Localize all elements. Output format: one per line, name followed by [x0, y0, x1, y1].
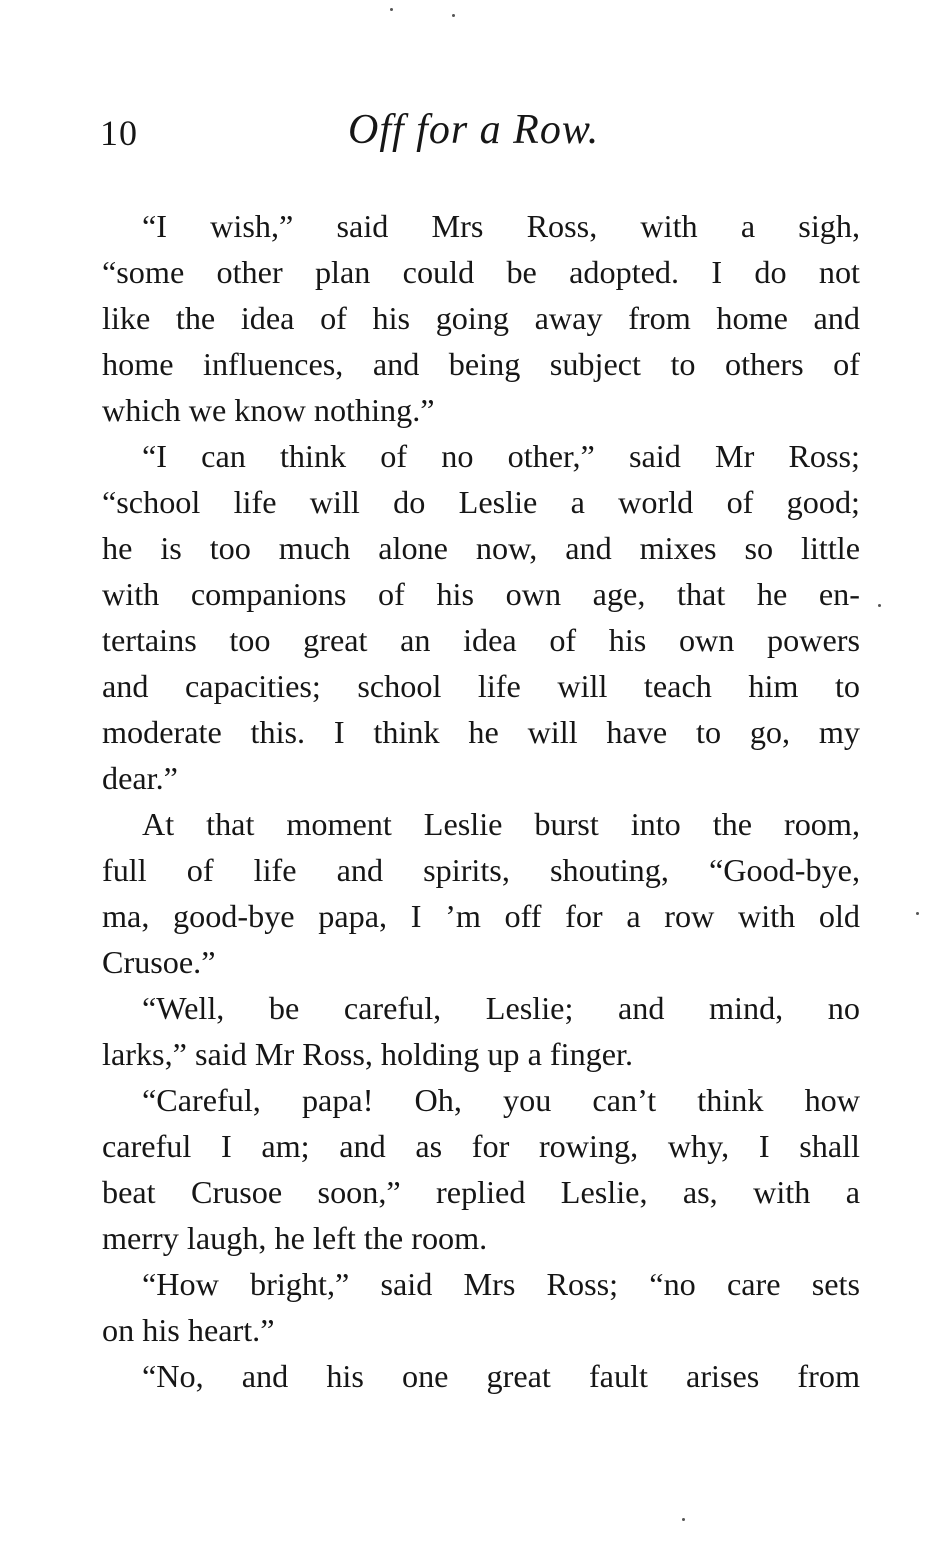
text-line: Crusoe.” [102, 944, 216, 980]
page-number: 10 [100, 113, 138, 153]
text-line: “I wish,” said Mrs Ross, with a sigh, [142, 208, 860, 244]
text-line: ma, good-bye papa, I ’m off for a row with old [102, 898, 860, 934]
running-title: Off for a Row. [348, 107, 600, 153]
text-line: moderate this. I think he will have to go, my [102, 714, 860, 750]
text-line: “Well, be careful, Leslie; and mind, no [142, 990, 860, 1026]
text-line: merry laugh, he left the room. [102, 1220, 488, 1256]
text-line: “some other plan could be adopted. I do not [102, 254, 860, 290]
text-line: home influences, and being subject to others of [102, 346, 860, 382]
text-line: “I can think of no other,” said Mr Ross; [142, 438, 860, 474]
text-line: “school life will do Leslie a world of good; [102, 484, 860, 520]
text-line: At that moment Leslie burst into the room, [142, 806, 860, 842]
text-line: like the idea of his going away from home and [102, 300, 860, 336]
paper-speck [682, 1518, 685, 1521]
text-line: on his heart.” [102, 1312, 275, 1348]
text-line: careful I am; and as for rowing, why, I shall [102, 1128, 860, 1164]
text-line: tertains too great an idea of his own powers [102, 622, 860, 658]
text-line: he is too much alone now, and mixes so little [102, 530, 860, 566]
paper-speck [878, 604, 881, 607]
text-line: full of life and spirits, shouting, “Good-bye, [102, 852, 860, 888]
text-line: dear.” [102, 760, 178, 796]
text-line: and capacities; school life will teach him to [102, 668, 860, 704]
paper-speck [916, 912, 919, 915]
text-line: with companions of his own age, that he en- [102, 576, 860, 612]
running-head [100, 107, 860, 162]
text-line: which we know nothing.” [102, 392, 435, 428]
paper-speck [390, 8, 393, 11]
paper-speck [452, 14, 455, 17]
text-line: “Careful, papa! Oh, you can’t think how [142, 1082, 860, 1118]
body-text [102, 203, 860, 1399]
text-line: “No, and his one great fault arises from [142, 1358, 860, 1394]
text-line: beat Crusoe soon,” replied Leslie, as, with a [102, 1174, 860, 1210]
text-line: larks,” said Mr Ross, holding up a finger. [102, 1036, 634, 1072]
text-line: “How bright,” said Mrs Ross; “no care sets [142, 1266, 860, 1302]
